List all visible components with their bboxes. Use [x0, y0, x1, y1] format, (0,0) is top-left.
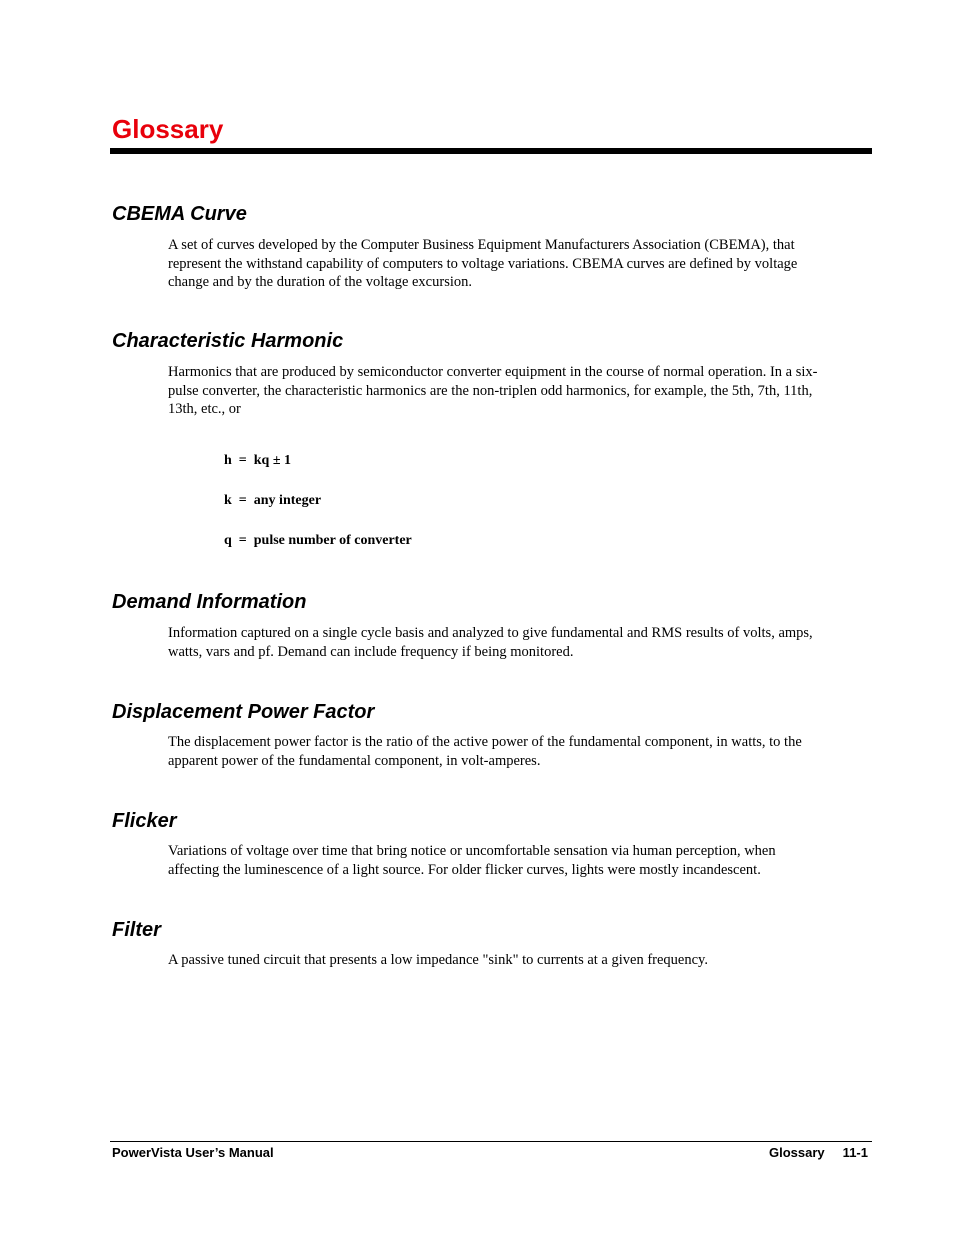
definition-characteristic-harmonic — [168, 363, 868, 419]
page-title: Glossary — [112, 114, 224, 144]
term-demand-information: Demand Information — [112, 591, 307, 613]
definition-flicker — [168, 842, 868, 879]
footer-page-number: Glossary 11-1 — [768, 1145, 868, 1160]
definition-cbema-curve — [168, 236, 868, 292]
term-displacement-power-factor: Displacement Power Factor — [112, 701, 375, 723]
definition-line: pulse converter, the characteristic harmonics are the non-triplen odd harmonics, for example, the 5th, 7th, 11th, — [168, 382, 813, 399]
definition-line: Variations of voltage over time that bring notice or uncomfortable sensation via human perception, when — [168, 843, 776, 859]
definition-filter — [168, 951, 868, 970]
formula-q-definition: q = pulse number of converter — [224, 533, 412, 548]
definition-line: The displacement power factor is the ratio of the active power of the fundamental component, in watts, to the — [168, 734, 802, 750]
term-filter: Filter — [112, 919, 161, 941]
definition-line: represent the withstand capability of computers to voltage variations. CBEMA curves are defined by voltage — [168, 255, 798, 272]
definition-line: 13th, etc., or — [168, 401, 241, 417]
definition-line: A set of curves developed by the Computer Business Equipment Manufacturers Association (CBEMA), that — [168, 237, 795, 253]
definition-line: apparent power of the fundamental component, in volt-amperes. — [168, 752, 541, 769]
footer-rule — [110, 1141, 872, 1142]
formula-k-definition: k = any integer — [224, 493, 322, 508]
definition-line: change and by the duration of the voltage excursion. — [168, 274, 472, 290]
footer-manual-title: PowerVista User’s Manual — [112, 1145, 274, 1160]
definition-line: Harmonics that are produced by semiconductor converter equipment in the course of normal operation. In a six- — [168, 364, 818, 380]
title-rule — [110, 148, 872, 154]
term-flicker: Flicker — [112, 810, 177, 832]
definition-displacement-power-factor — [168, 733, 868, 770]
definition-demand-information — [168, 624, 868, 661]
definition-line: Information captured on a single cycle basis and analyzed to give fundamental and RMS results of volts, amps, — [168, 625, 813, 641]
term-characteristic-harmonic: Characteristic Harmonic — [112, 330, 344, 352]
definition-line: watts, vars and pf. Demand can include frequency if being monitored. — [168, 643, 574, 660]
formula-harmonic-order: h = kq ± 1 — [224, 453, 292, 468]
definition-line: affecting the luminescence of a light source. For older flicker curves, lights were mostly incandescent. — [168, 861, 761, 878]
term-cbema-curve: CBEMA Curve — [112, 203, 247, 225]
definition-line: A passive tuned circuit that presents a low impedance "sink" to currents at a given frequency. — [168, 952, 708, 968]
